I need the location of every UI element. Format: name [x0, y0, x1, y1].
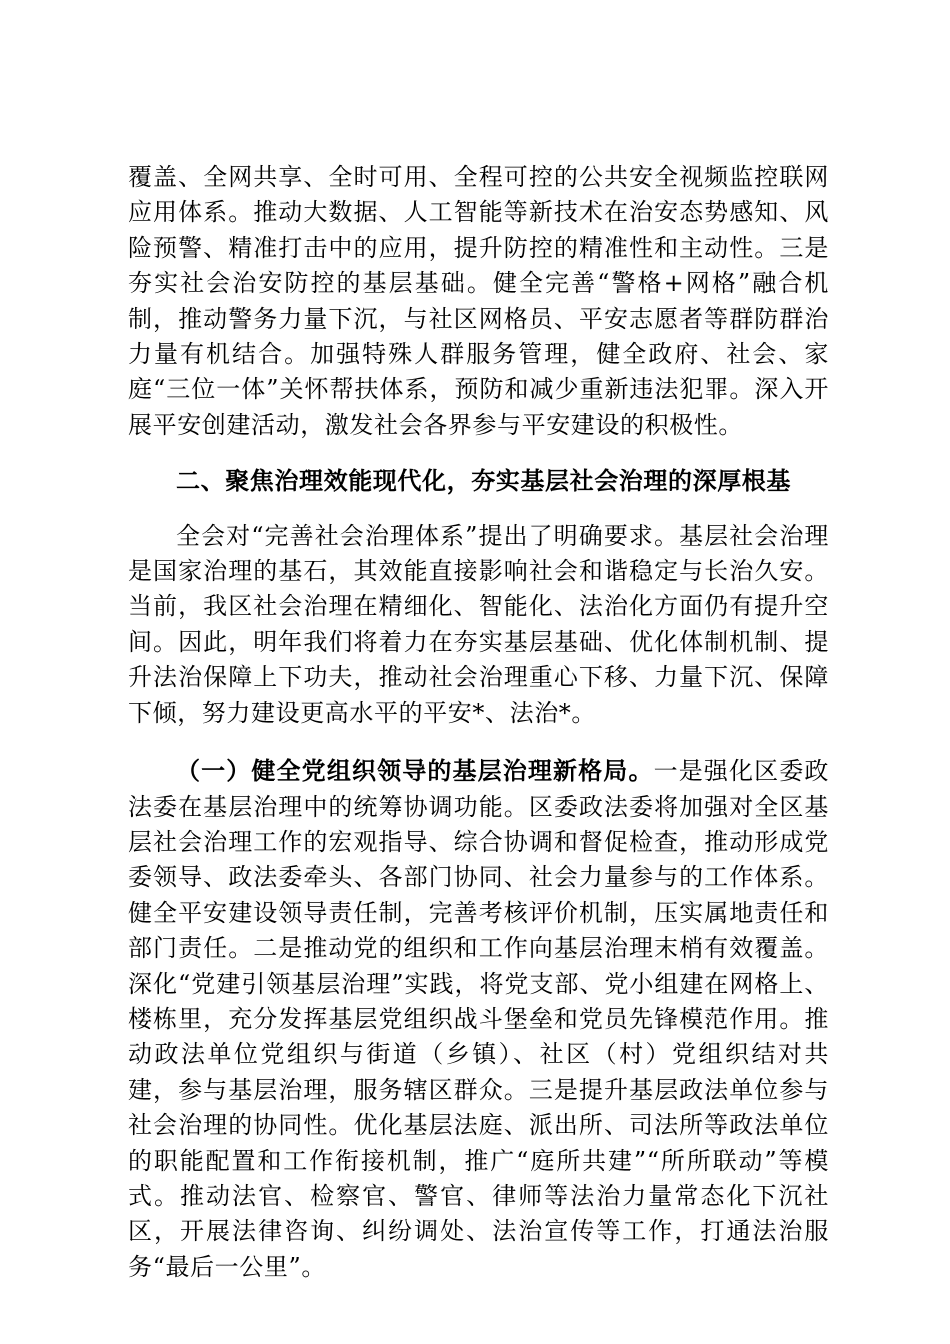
subsection-heading: （一）健全党组织领导的基层治理新格局。: [176, 756, 654, 786]
paragraph-subsection-1: [128, 753, 829, 1285]
section-heading: 二、聚焦治理效能现代化，夯实基层社会治理的深厚根基: [176, 466, 791, 496]
document-page: [128, 160, 829, 1285]
paragraph-continuation: 覆盖、全网共享、全时可用、全程可控的公共安全视频监控联网应用体系。推动大数据、人工智能等新技术在治安态势感知、风险预警、精准打击中的应用，提升防控的精准性和主动性。三是夯实社会治安防控的基层基础。健全完善“警格+网格”融合机制，推动警务力量下沉，与社区网格员、平安志愿者等群防群治力量有机结合。加强特殊人群服务管理，健全政府、社会、家庭“三位一体”关怀帮扶体系，预防和减少重新违法犯罪。深入开展平安创建活动，激发社会各界参与平安建设的积极性。: [128, 163, 829, 439]
paragraph-intro: 全会对“完善社会治理体系”提出了明确要求。基层社会治理是国家治理的基石，其效能直接影响社会和谐稳定与长治久安。当前，我区社会治理在精细化、智能化、法治化方面仍有提升空间。因此，明年我们将着力在夯实基层基础、优化体制机制、提升法治保障上下功夫，推动社会治理重心下移、力量下沉、保障下倾，努力建设更高水平的平安*、法治*。: [128, 521, 829, 727]
subsection-body: 一是强化区委政法委在基层治理中的统筹协调功能。区委政法委将加强对全区基层社会治理工作的宏观指导、综合协调和督促检查，推动形成党委领导、政法委牵头、各部门协同、社会力量参与的工作体系。健全平安建设领导责任制，完善考核评价机制，压实属地责任和部门责任。二是推动党的组织和工作向基层治理末梢有效覆盖。深化“党建引领基层治理”实践，将党支部、党小组建在网格上、楼栋里，充分发挥基层党组织战斗堡垒和党员先锋模范作用。推动政法单位党组织与街道（乡镇）、社区（村）党组织结对共建，参与基层治理，服务辖区群众。三是提升基层政法单位参与社会治理的协同性。优化基层法庭、派出所、司法所等政法单位的职能配置和工作衔接机制，推广“庭所共建”“所所联动”等模式。推动法官、检察官、警官、律师等法治力量常态化下沉社区，开展法律咨询、纠纷调处、法治宣传等工作，打通法治服务“最后一公里”。: [128, 757, 829, 1281]
